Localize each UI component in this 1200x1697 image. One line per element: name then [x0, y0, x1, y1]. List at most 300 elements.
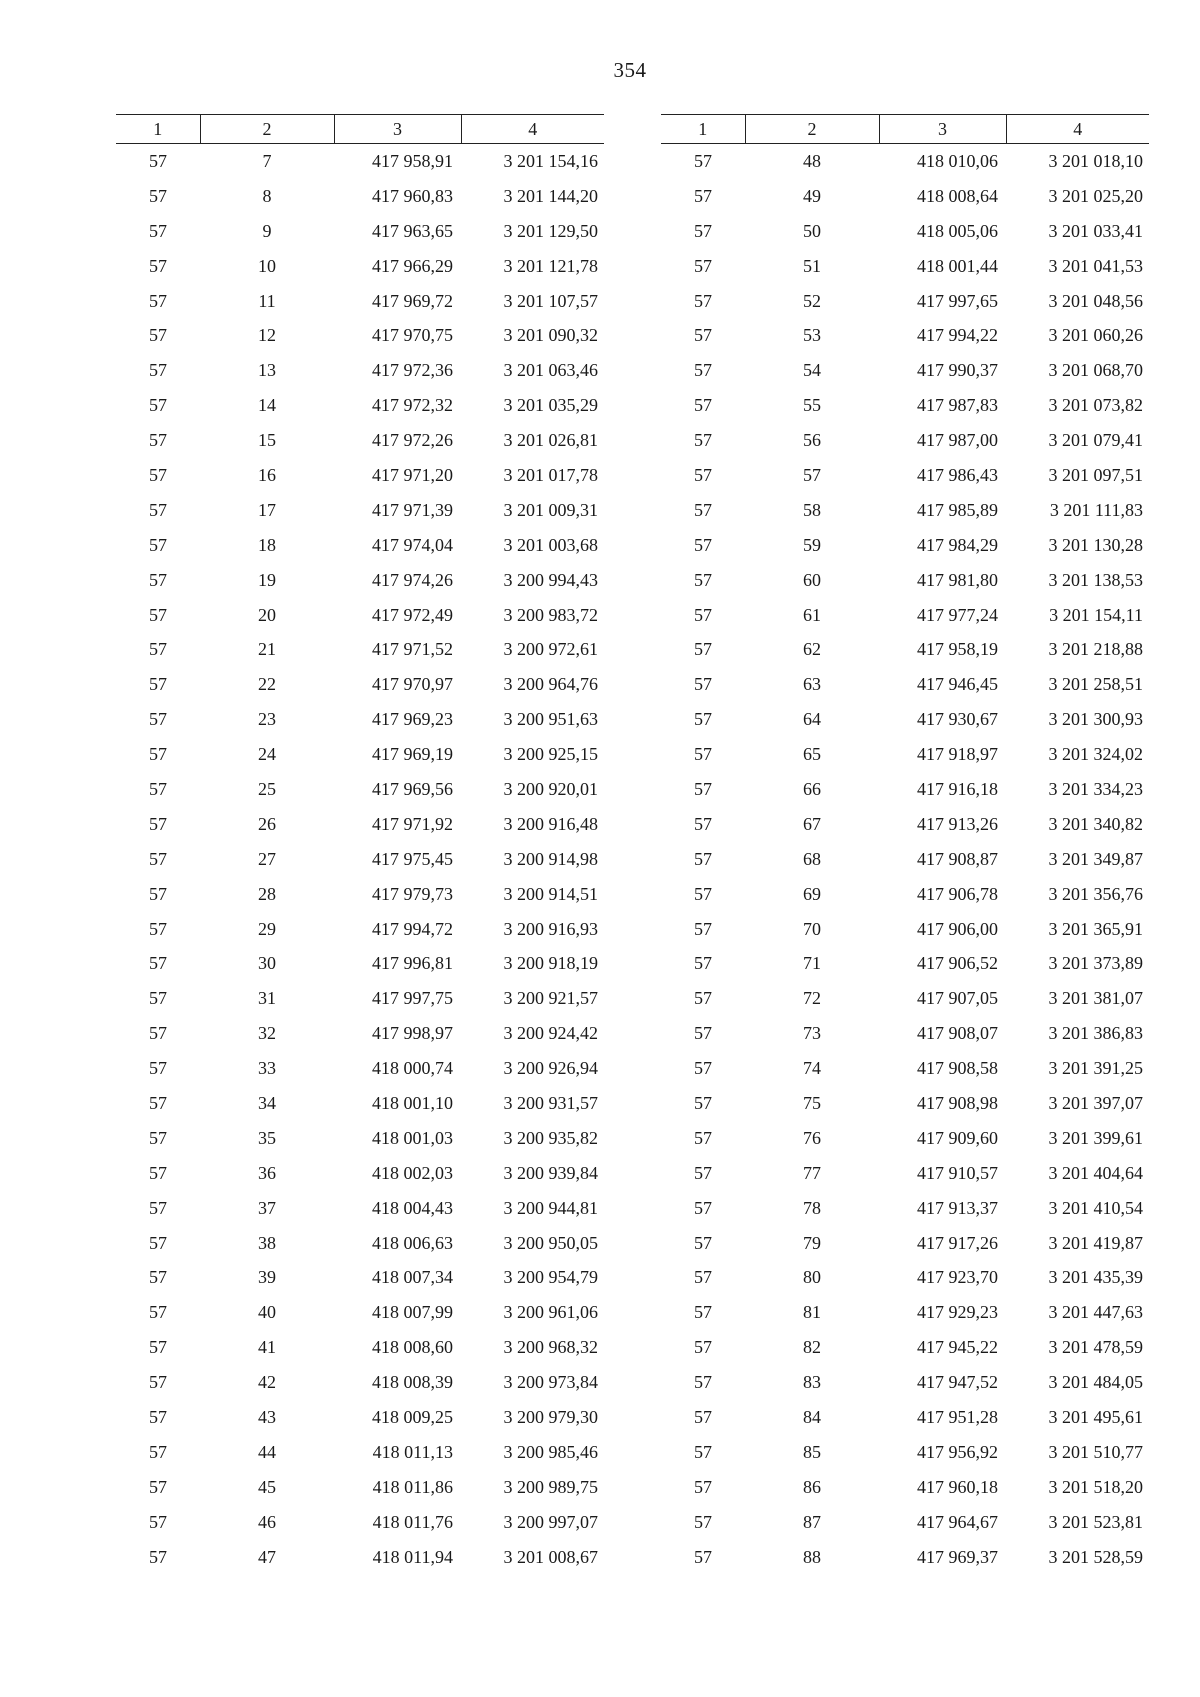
table-row: [116, 1505, 604, 1540]
table-row: [116, 423, 604, 458]
y-coordinate-cell: 3 200 935,82: [503, 1127, 598, 1148]
table-row: [661, 353, 1149, 388]
x-coordinate-cell: 417 916,18: [917, 778, 998, 799]
y-coordinate-cell: 3 201 365,91: [1048, 918, 1143, 939]
column-header-2: 2: [745, 115, 879, 144]
point-number-cell: 62: [803, 639, 821, 660]
parcel-number-cell: 57: [694, 499, 712, 520]
y-coordinate-cell: 3 201 447,63: [1048, 1302, 1143, 1323]
point-number-cell: 84: [803, 1407, 821, 1427]
y-coordinate-cell: 3 201 340,82: [1048, 813, 1143, 834]
parcel-number-cell: 57: [149, 1546, 167, 1567]
y-coordinate-cell: 3 201 041,53: [1048, 255, 1143, 276]
parcel-number-cell: 57: [694, 744, 712, 765]
y-coordinate-cell: 3 201 484,05: [1048, 1372, 1143, 1393]
point-number-cell: 46: [258, 1511, 276, 1532]
table-row: [661, 563, 1149, 598]
column-header-1: 1: [116, 115, 200, 144]
x-coordinate-cell: 417 908,07: [917, 1023, 998, 1044]
y-coordinate-cell: 3 200 994,43: [503, 569, 598, 590]
x-coordinate-cell: 417 998,97: [372, 1023, 453, 1044]
x-coordinate-cell: 418 004,43: [372, 1197, 453, 1218]
x-coordinate-cell: 417 958,91: [372, 150, 453, 171]
point-number-cell: 76: [803, 1127, 821, 1148]
y-coordinate-cell: 3 201 048,56: [1048, 290, 1143, 311]
parcel-number-cell: 57: [149, 953, 167, 974]
point-number-cell: 86: [803, 1476, 821, 1497]
parcel-number-cell: 57: [149, 988, 167, 1009]
point-number-cell: 31: [258, 988, 276, 1009]
table-row: [661, 632, 1149, 667]
table-header-row: [116, 115, 604, 144]
y-coordinate-cell: 3 200 924,42: [503, 1023, 598, 1044]
y-coordinate-cell: 3 201 523,81: [1048, 1511, 1143, 1532]
table-row: [116, 458, 604, 493]
parcel-number-cell: 57: [694, 255, 712, 276]
table-row: [116, 318, 604, 353]
x-coordinate-cell: 417 971,52: [372, 639, 453, 660]
y-coordinate-cell: 3 200 931,57: [503, 1092, 598, 1113]
table-row: [116, 981, 604, 1016]
table-row: [661, 598, 1149, 633]
x-coordinate-cell: 417 987,83: [917, 395, 998, 416]
x-coordinate-cell: 417 951,28: [917, 1407, 998, 1427]
point-number-cell: 59: [803, 534, 821, 555]
parcel-number-cell: 57: [694, 1337, 712, 1358]
parcel-number-cell: 57: [149, 1092, 167, 1113]
x-coordinate-cell: 417 964,67: [917, 1511, 998, 1532]
y-coordinate-cell: 3 200 979,30: [503, 1407, 598, 1427]
table-row: [116, 772, 604, 807]
y-coordinate-cell: 3 200 916,93: [503, 918, 598, 939]
x-coordinate-cell: 417 972,26: [372, 430, 453, 451]
table-row: [661, 1261, 1149, 1296]
y-coordinate-cell: 3 201 018,10: [1048, 150, 1143, 171]
x-coordinate-cell: 417 947,52: [917, 1372, 998, 1393]
point-number-cell: 11: [258, 290, 276, 311]
point-number-cell: 66: [803, 778, 821, 799]
x-coordinate-cell: 417 945,22: [917, 1337, 998, 1358]
point-number-cell: 29: [258, 918, 276, 939]
column-header-1: 1: [661, 115, 745, 144]
x-coordinate-cell: 417 908,87: [917, 848, 998, 869]
y-coordinate-cell: 3 201 386,83: [1048, 1023, 1143, 1044]
table-row: [661, 981, 1149, 1016]
y-coordinate-cell: 3 200 944,81: [503, 1197, 598, 1218]
x-coordinate-cell: 418 011,13: [372, 1441, 453, 1462]
table-row: [116, 1156, 604, 1191]
parcel-number-cell: 57: [149, 1407, 167, 1427]
parcel-number-cell: 57: [694, 813, 712, 834]
x-coordinate-cell: 417 994,22: [917, 325, 998, 346]
parcel-number-cell: 57: [149, 325, 167, 346]
table-row: [116, 249, 604, 284]
y-coordinate-cell: 3 201 035,29: [503, 395, 598, 416]
x-coordinate-cell: 418 006,63: [372, 1232, 453, 1253]
x-coordinate-cell: 417 946,45: [917, 674, 998, 695]
table-row: [116, 1016, 604, 1051]
point-number-cell: 41: [258, 1337, 276, 1358]
x-coordinate-cell: 418 008,64: [917, 185, 998, 206]
parcel-number-cell: 57: [694, 1511, 712, 1532]
parcel-number-cell: 57: [694, 778, 712, 799]
y-coordinate-cell: 3 200 925,15: [503, 744, 598, 765]
point-number-cell: 49: [803, 185, 821, 206]
point-number-cell: 79: [803, 1232, 821, 1253]
point-number-cell: 34: [258, 1092, 276, 1113]
y-coordinate-cell: 3 201 381,07: [1048, 988, 1143, 1009]
y-coordinate-cell: 3 200 972,61: [503, 639, 598, 660]
y-coordinate-cell: 3 201 518,20: [1048, 1476, 1143, 1497]
point-number-cell: 85: [803, 1441, 821, 1462]
table-row: [661, 877, 1149, 912]
x-coordinate-cell: 417 972,36: [372, 360, 453, 381]
point-number-cell: 70: [803, 918, 821, 939]
table-row: [116, 1400, 604, 1435]
table-row: [661, 702, 1149, 737]
parcel-number-cell: 57: [149, 778, 167, 799]
parcel-number-cell: 57: [149, 639, 167, 660]
y-coordinate-cell: 3 200 985,46: [503, 1441, 598, 1462]
table-row: [116, 1295, 604, 1330]
x-coordinate-cell: 417 974,26: [372, 569, 453, 590]
x-coordinate-cell: 417 956,92: [917, 1441, 998, 1462]
x-coordinate-cell: 417 923,70: [917, 1267, 998, 1288]
table-row: [661, 1540, 1149, 1575]
parcel-number-cell: 57: [149, 709, 167, 730]
point-number-cell: 39: [258, 1267, 276, 1288]
point-number-cell: 87: [803, 1511, 821, 1532]
point-number-cell: 71: [803, 953, 821, 974]
column-header-2: 2: [200, 115, 334, 144]
point-number-cell: 81: [803, 1302, 821, 1323]
parcel-number-cell: 57: [149, 1476, 167, 1497]
parcel-number-cell: 57: [694, 1407, 712, 1427]
point-number-cell: 10: [258, 255, 276, 276]
x-coordinate-cell: 417 966,29: [372, 255, 453, 276]
point-number-cell: 16: [258, 464, 276, 485]
point-number-cell: 38: [258, 1232, 276, 1253]
x-coordinate-cell: 418 007,99: [372, 1302, 453, 1323]
y-coordinate-cell: 3 200 961,06: [503, 1302, 598, 1323]
y-coordinate-cell: 3 201 008,67: [503, 1546, 598, 1567]
y-coordinate-cell: 3 201 349,87: [1048, 848, 1143, 869]
parcel-number-cell: 57: [694, 1441, 712, 1462]
parcel-number-cell: 57: [149, 1127, 167, 1148]
y-coordinate-cell: 3 201 419,87: [1048, 1232, 1143, 1253]
point-number-cell: 30: [258, 953, 276, 974]
y-coordinate-cell: 3 201 324,02: [1048, 744, 1143, 765]
y-coordinate-cell: 3 200 920,01: [503, 778, 598, 799]
x-coordinate-cell: 417 960,18: [917, 1476, 998, 1497]
table-row: [116, 702, 604, 737]
table-row: [661, 1051, 1149, 1086]
x-coordinate-cell: 417 909,60: [917, 1127, 998, 1148]
table-row: [661, 1121, 1149, 1156]
table-row: [661, 1156, 1149, 1191]
point-number-cell: 7: [262, 150, 272, 171]
point-number-cell: 83: [803, 1372, 821, 1393]
parcel-number-cell: 57: [149, 1302, 167, 1323]
point-number-cell: 17: [258, 499, 276, 520]
y-coordinate-cell: 3 201 017,78: [503, 464, 598, 485]
point-number-cell: 56: [803, 430, 821, 451]
x-coordinate-cell: 417 969,72: [372, 290, 453, 311]
table-row: [661, 1016, 1149, 1051]
point-number-cell: 72: [803, 988, 821, 1009]
y-coordinate-cell: 3 201 033,41: [1048, 220, 1143, 241]
table-row: [116, 1470, 604, 1505]
parcel-number-cell: 57: [694, 1197, 712, 1218]
y-coordinate-cell: 3 201 435,39: [1048, 1267, 1143, 1288]
point-number-cell: 60: [803, 569, 821, 590]
parcel-number-cell: 57: [694, 1267, 712, 1288]
point-number-cell: 13: [258, 360, 276, 381]
table-row: [661, 318, 1149, 353]
parcel-number-cell: 57: [694, 639, 712, 660]
table-row: [661, 1400, 1149, 1435]
parcel-number-cell: 57: [694, 709, 712, 730]
x-coordinate-cell: 418 001,03: [372, 1127, 453, 1148]
point-number-cell: 15: [258, 430, 276, 451]
y-coordinate-cell: 3 201 218,88: [1048, 639, 1143, 660]
y-coordinate-cell: 3 201 410,54: [1048, 1197, 1143, 1218]
table-header-row: [661, 115, 1149, 144]
parcel-number-cell: 57: [694, 325, 712, 346]
point-number-cell: 78: [803, 1197, 821, 1218]
y-coordinate-cell: 3 200 918,19: [503, 953, 598, 974]
point-number-cell: 57: [803, 464, 821, 485]
table-row: [116, 598, 604, 633]
point-number-cell: 51: [803, 255, 821, 276]
table-row: [116, 179, 604, 214]
x-coordinate-cell: 417 906,78: [917, 883, 998, 904]
column-header-4: 4: [1006, 115, 1149, 144]
parcel-number-cell: 57: [149, 604, 167, 625]
point-number-cell: 53: [803, 325, 821, 346]
x-coordinate-cell: 417 971,92: [372, 813, 453, 834]
point-number-cell: 48: [803, 150, 821, 171]
table-row: [661, 772, 1149, 807]
parcel-number-cell: 57: [149, 290, 167, 311]
table-row: [116, 632, 604, 667]
point-number-cell: 47: [258, 1546, 276, 1567]
y-coordinate-cell: 3 201 121,78: [503, 255, 598, 276]
point-number-cell: 37: [258, 1197, 276, 1218]
x-coordinate-cell: 417 984,29: [917, 534, 998, 555]
y-coordinate-cell: 3 200 973,84: [503, 1372, 598, 1393]
table-row: [661, 179, 1149, 214]
x-coordinate-cell: 417 972,32: [372, 395, 453, 416]
parcel-number-cell: 57: [694, 674, 712, 695]
parcel-number-cell: 57: [149, 1197, 167, 1218]
table-row: [116, 1365, 604, 1400]
parcel-number-cell: 57: [149, 1337, 167, 1358]
x-coordinate-cell: 417 969,23: [372, 709, 453, 730]
x-coordinate-cell: 417 930,67: [917, 709, 998, 730]
x-coordinate-cell: 417 929,23: [917, 1302, 998, 1323]
y-coordinate-cell: 3 201 003,68: [503, 534, 598, 555]
y-coordinate-cell: 3 201 060,26: [1048, 325, 1143, 346]
point-number-cell: 52: [803, 290, 821, 311]
y-coordinate-cell: 3 201 079,41: [1048, 430, 1143, 451]
parcel-number-cell: 57: [694, 883, 712, 904]
y-coordinate-cell: 3 201 154,11: [1049, 604, 1143, 625]
point-number-cell: 25: [258, 778, 276, 799]
parcel-number-cell: 57: [149, 395, 167, 416]
point-number-cell: 68: [803, 848, 821, 869]
parcel-number-cell: 57: [694, 395, 712, 416]
coordinates-table-left: [116, 114, 604, 1575]
x-coordinate-cell: 417 977,24: [917, 604, 998, 625]
table-row: [116, 1121, 604, 1156]
table-row: [116, 388, 604, 423]
table-row: [116, 1261, 604, 1296]
table-row: [116, 528, 604, 563]
parcel-number-cell: 57: [694, 150, 712, 171]
parcel-number-cell: 57: [149, 1232, 167, 1253]
y-coordinate-cell: 3 200 983,72: [503, 604, 598, 625]
x-coordinate-cell: 417 910,57: [917, 1162, 998, 1183]
parcel-number-cell: 57: [149, 185, 167, 206]
x-coordinate-cell: 417 917,26: [917, 1232, 998, 1253]
x-coordinate-cell: 418 002,03: [372, 1162, 453, 1183]
point-number-cell: 18: [258, 534, 276, 555]
y-coordinate-cell: 3 200 954,79: [503, 1267, 598, 1288]
table-row: [116, 284, 604, 319]
parcel-number-cell: 57: [149, 1162, 167, 1183]
parcel-number-cell: 57: [149, 744, 167, 765]
point-number-cell: 32: [258, 1023, 276, 1044]
parcel-number-cell: 57: [149, 813, 167, 834]
x-coordinate-cell: 417 958,19: [917, 639, 998, 660]
point-number-cell: 75: [803, 1092, 821, 1113]
x-coordinate-cell: 417 908,98: [917, 1092, 998, 1113]
point-number-cell: 82: [803, 1337, 821, 1358]
y-coordinate-cell: 3 200 916,48: [503, 813, 598, 834]
x-coordinate-cell: 417 906,00: [917, 918, 998, 939]
parcel-number-cell: 57: [694, 1162, 712, 1183]
point-number-cell: 12: [258, 325, 276, 346]
table-row: [661, 737, 1149, 772]
point-number-cell: 50: [803, 220, 821, 241]
table-row: [116, 807, 604, 842]
column-header-3: 3: [334, 115, 461, 144]
x-coordinate-cell: 417 971,39: [372, 499, 453, 520]
x-coordinate-cell: 417 974,04: [372, 534, 453, 555]
point-number-cell: 40: [258, 1302, 276, 1323]
point-number-cell: 9: [262, 220, 272, 241]
point-number-cell: 44: [258, 1441, 276, 1462]
parcel-number-cell: 57: [694, 1092, 712, 1113]
y-coordinate-cell: 3 201 373,89: [1048, 953, 1143, 974]
point-number-cell: 58: [803, 499, 821, 520]
parcel-number-cell: 57: [694, 1232, 712, 1253]
coordinates-table-right: [661, 114, 1149, 1575]
y-coordinate-cell: 3 201 399,61: [1048, 1127, 1143, 1148]
y-coordinate-cell: 3 201 258,51: [1048, 674, 1143, 695]
y-coordinate-cell: 3 201 097,51: [1048, 464, 1143, 485]
x-coordinate-cell: 417 987,00: [917, 430, 998, 451]
x-coordinate-cell: 417 979,73: [372, 883, 453, 904]
point-number-cell: 20: [258, 604, 276, 625]
x-coordinate-cell: 417 975,45: [372, 848, 453, 869]
y-coordinate-cell: 3 200 914,51: [503, 883, 598, 904]
x-coordinate-cell: 417 994,72: [372, 918, 453, 939]
x-coordinate-cell: 417 970,97: [372, 674, 453, 695]
y-coordinate-cell: 3 201 129,50: [503, 220, 598, 241]
parcel-number-cell: 57: [694, 1546, 712, 1567]
y-coordinate-cell: 3 200 914,98: [503, 848, 598, 869]
y-coordinate-cell: 3 201 404,64: [1048, 1162, 1143, 1183]
x-coordinate-cell: 417 908,58: [917, 1058, 998, 1079]
x-coordinate-cell: 417 969,19: [372, 744, 453, 765]
y-coordinate-cell: 3 201 528,59: [1048, 1546, 1143, 1567]
point-number-cell: 24: [258, 744, 276, 765]
y-coordinate-cell: 3 201 397,07: [1048, 1092, 1143, 1113]
x-coordinate-cell: 418 001,10: [372, 1092, 453, 1113]
y-coordinate-cell: 3 201 144,20: [503, 185, 598, 206]
point-number-cell: 33: [258, 1058, 276, 1079]
point-number-cell: 88: [803, 1546, 821, 1567]
y-coordinate-cell: 3 201 063,46: [503, 360, 598, 381]
y-coordinate-cell: 3 201 068,70: [1048, 360, 1143, 381]
y-coordinate-cell: 3 201 107,57: [503, 290, 598, 311]
y-coordinate-cell: 3 200 951,63: [503, 709, 598, 730]
parcel-number-cell: 57: [149, 430, 167, 451]
table-row: [116, 1330, 604, 1365]
point-number-cell: 28: [258, 883, 276, 904]
table-row: [661, 1191, 1149, 1226]
table-row: [661, 1226, 1149, 1261]
table-row: [661, 1330, 1149, 1365]
parcel-number-cell: 57: [694, 185, 712, 206]
parcel-number-cell: 57: [694, 1372, 712, 1393]
table-row: [661, 528, 1149, 563]
y-coordinate-cell: 3 201 356,76: [1048, 883, 1143, 904]
point-number-cell: 22: [258, 674, 276, 695]
table-row: [116, 353, 604, 388]
parcel-number-cell: 57: [149, 150, 167, 171]
table-row: [116, 1086, 604, 1121]
y-coordinate-cell: 3 201 510,77: [1048, 1441, 1143, 1462]
point-number-cell: 45: [258, 1476, 276, 1497]
point-number-cell: 23: [258, 709, 276, 730]
table-row: [116, 912, 604, 947]
column-header-3: 3: [879, 115, 1006, 144]
x-coordinate-cell: 417 963,65: [372, 220, 453, 241]
x-coordinate-cell: 417 913,37: [917, 1197, 998, 1218]
parcel-number-cell: 57: [694, 290, 712, 311]
parcel-number-cell: 57: [149, 1267, 167, 1288]
parcel-number-cell: 57: [694, 953, 712, 974]
parcel-number-cell: 57: [694, 1023, 712, 1044]
table-row: [661, 1365, 1149, 1400]
parcel-number-cell: 57: [149, 569, 167, 590]
x-coordinate-cell: 418 010,06: [917, 150, 998, 171]
y-coordinate-cell: 3 201 009,31: [503, 499, 598, 520]
table-row: [661, 458, 1149, 493]
x-coordinate-cell: 417 986,43: [917, 464, 998, 485]
point-number-cell: 42: [258, 1372, 276, 1393]
point-number-cell: 19: [258, 569, 276, 590]
parcel-number-cell: 57: [694, 988, 712, 1009]
table-row: [661, 946, 1149, 981]
table-row: [116, 1191, 604, 1226]
y-coordinate-cell: 3 201 154,16: [503, 150, 598, 171]
y-coordinate-cell: 3 201 111,83: [1049, 499, 1143, 520]
y-coordinate-cell: 3 200 926,94: [503, 1058, 598, 1079]
